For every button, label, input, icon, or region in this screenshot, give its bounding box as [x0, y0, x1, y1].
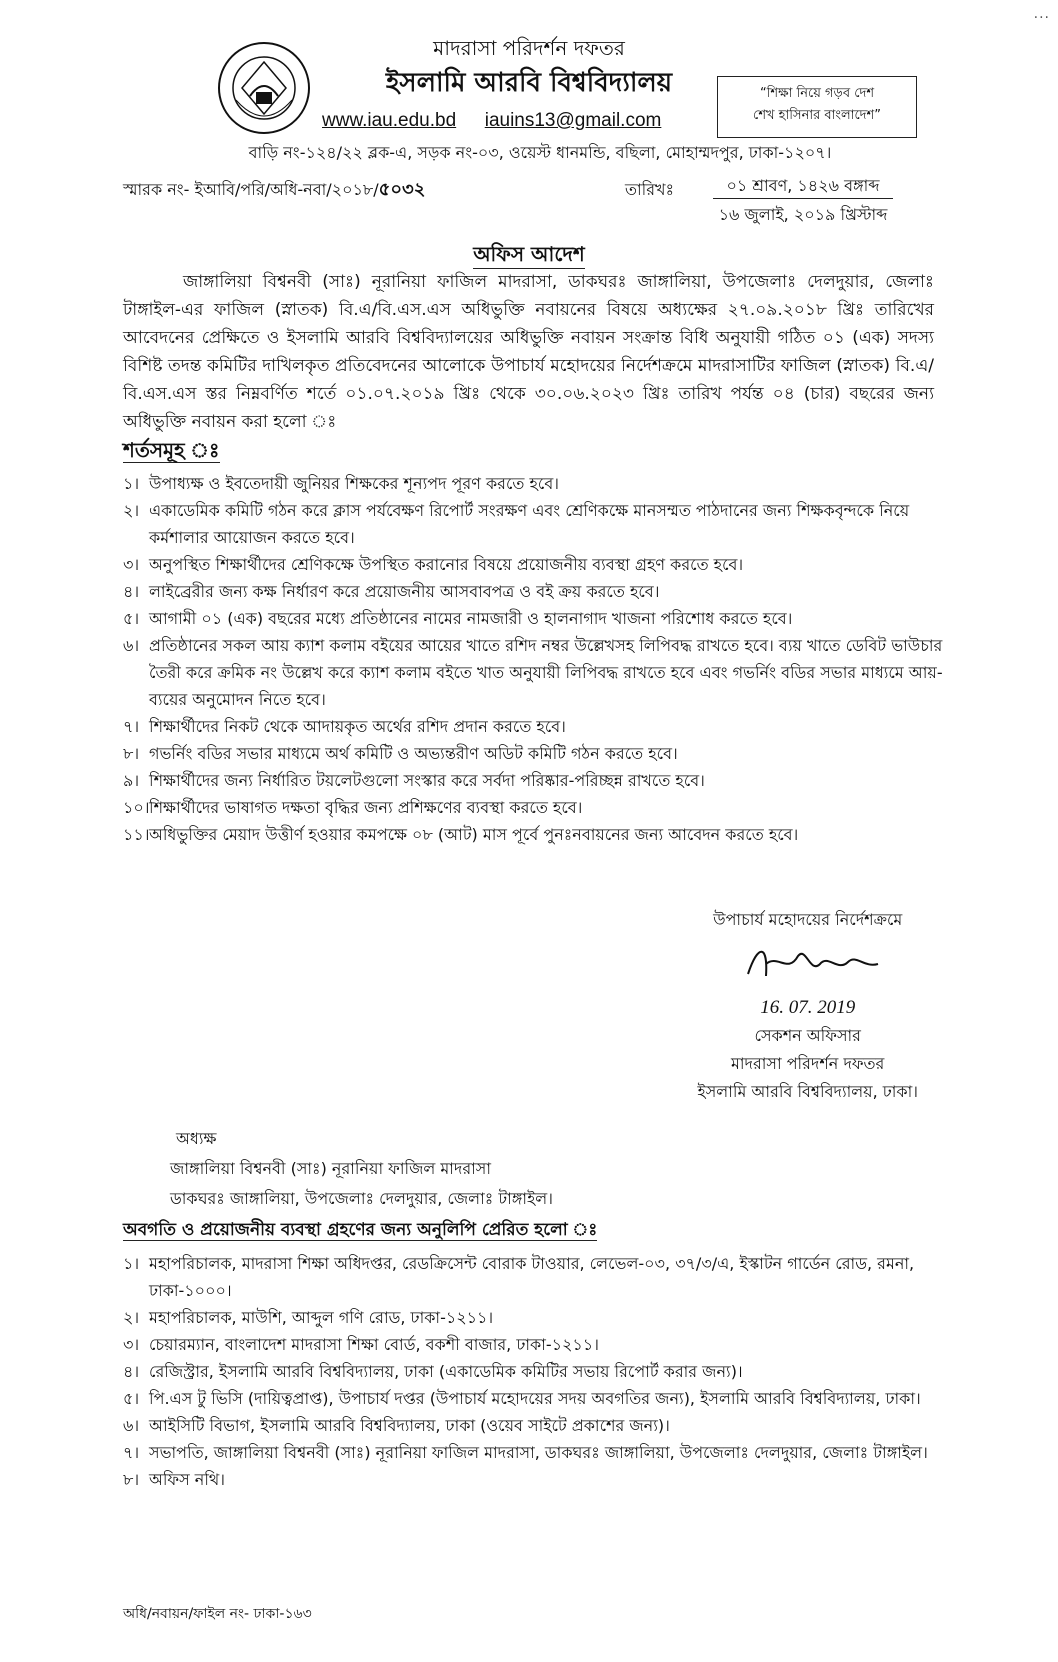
condition-item [123, 578, 943, 605]
copy-text: রেজিস্ট্রার, ইসলামি আরবি বিশ্ববিদ্যালয়, ঢাকা (একাডেমিক কমিটির সভায় রিপোর্ট করার জন্য)। [149, 1362, 743, 1381]
date-divider [713, 198, 893, 199]
condition-item [123, 470, 943, 497]
copy-text: মহাপরিচালক, মাদরাসা শিক্ষা অধিদপ্তর, রেডক্রিসেন্ট বোরাক টাওয়ার, লেভেল-০৩, ৩৭/৩/এ, ইস্কাটন গার্ডেন রোড, রমনা, ঢাকা-১০০০। [149, 1254, 915, 1300]
copy-number: ৬। [123, 1416, 140, 1435]
condition-text: অনুপস্থিত শিক্ষার্থীদের শ্রেণিকক্ষে উপস্থিত করানোর বিষয়ে প্রয়োজনীয় ব্যবস্থা গ্রহণ করতে হবে। [149, 555, 744, 574]
copy-number: ৮। [123, 1470, 140, 1489]
condition-item [123, 605, 943, 632]
recipient-address: ডাকঘরঃ জাঙ্গালিয়া, উপজেলাঃ দেলদুয়ার, জেলাঃ টাঙ্গাইল। [170, 1189, 553, 1208]
memo-number: ৫০৩২ [378, 179, 426, 200]
signature-office: মাদরাসা পরিদর্শন দফতর [731, 1054, 885, 1073]
copy-item [123, 1358, 935, 1385]
condition-text: উপাধ্যক্ষ ও ইবতেদায়ী জুনিয়র শিক্ষকের শূন্যপদ পূরণ করতে হবে। [149, 474, 559, 493]
copy-number: ৩। [123, 1335, 140, 1354]
copy-text: অফিস নথি। [149, 1470, 225, 1489]
condition-text: একাডেমিক কমিটি গঠন করে ক্লাস পর্যবেক্ষণ রিপোর্ট সংরক্ষণ এবং শ্রেণিকক্ষে মানসম্মত পাঠদানের জন্য শিক্ষকবৃন্দকে নিয়ে কর্মশালার আয়োজন করতে হবে। [149, 501, 910, 547]
copy-number: ৪। [123, 1362, 140, 1381]
condition-text: শিক্ষার্থীদের জন্য নির্ধারিত টয়লেটগুলো সংস্কার করে সর্বদা পরিষ্কার-পরিচ্ছন্ন রাখতে হবে। [149, 771, 705, 790]
condition-number: ৬। [123, 636, 140, 655]
memo-reference [123, 176, 425, 204]
signature-date: 16. 07. 2019 [760, 997, 856, 1018]
designation: সেকশন অফিসার [754, 1026, 861, 1045]
by-order-text: উপাচার্য মহোদয়ের নির্দেশক্রমে [713, 910, 903, 929]
condition-item [123, 821, 943, 848]
signature-block [697, 906, 918, 1106]
slogan-box [717, 76, 917, 138]
copy-number: ৭। [123, 1443, 140, 1462]
file-reference: অধি/নবায়ন/ফাইল নং- ঢাকা-১৬৩ [123, 1606, 312, 1622]
page-title: অফিস আদেশ [0, 240, 1058, 273]
recipient-institution: জাঙ্গালিয়া বিশ্বনবী (সাঃ) নূরানিয়া ফাজিল মাদরাসা [170, 1159, 491, 1178]
copy-number: ১। [123, 1254, 140, 1273]
copy-item [123, 1412, 935, 1439]
email-link[interactable]: iauins13@gmail.com [484, 110, 662, 131]
recipient-block [170, 1124, 553, 1214]
copy-item [123, 1466, 935, 1493]
condition-text: শিক্ষার্থীদের ভাষাগত দক্ষতা বৃদ্ধির জন্য প্রশিক্ষণের ব্যবস্থা করতে হবে। [149, 798, 583, 817]
university-name: ইসলামি আরবি বিশ্ববিদ্যালয় [385, 68, 673, 98]
condition-number: ১০। [123, 798, 150, 817]
condition-item [123, 767, 943, 794]
condition-number: ১১। [123, 825, 150, 844]
conditions-heading: শর্তসমূহ ঃ [123, 438, 220, 462]
date-label: তারিখঃ [625, 180, 675, 199]
condition-number: ২। [123, 501, 140, 520]
condition-item [123, 740, 943, 767]
date-bangla: ০১ শ্রাবণ, ১৪২৬ বঙ্গাব্দ [726, 176, 880, 195]
copy-text: আইসিটি বিভাগ, ইসলামি আরবি বিশ্ববিদ্যালয়, ঢাকা (ওয়েব সাইটে প্রকাশের জন্য)। [149, 1416, 670, 1435]
condition-item [123, 713, 943, 740]
condition-text: শিক্ষার্থীদের নিকট থেকে আদায়কৃত অর্থের রশিদ প্রদান করতে হবে। [149, 717, 566, 736]
copy-text: মহাপরিচালক, মাউশি, আব্দুল গণি রোড, ঢাকা-১২১১। [149, 1308, 494, 1327]
condition-item [123, 794, 943, 821]
signature-university: ইসলামি আরবি বিশ্ববিদ্যালয়, ঢাকা। [697, 1082, 918, 1101]
recipient-title: অধ্যক্ষ [176, 1129, 217, 1148]
signature-icon [697, 934, 918, 994]
condition-number: ৯। [123, 771, 140, 790]
copies-list [123, 1250, 935, 1493]
condition-text: আগামী ০১ (এক) বছরের মধ্যে প্রতিষ্ঠানের নামের নামজারী ও হালনাগাদ খাজনা পরিশোধ করতে হবে। [149, 609, 793, 628]
conditions-list [123, 470, 943, 848]
condition-number: ১। [123, 474, 140, 493]
condition-item [123, 632, 943, 713]
date-english: ১৬ জুলাই, ২০১৯ খ্রিস্টাব্দ [718, 205, 888, 224]
copy-item [123, 1304, 935, 1331]
condition-number: ৫। [123, 609, 140, 628]
office-name: মাদরাসা পরিদর্শন দফতর [433, 36, 625, 60]
copy-text: সভাপতি, জাঙ্গালিয়া বিশ্বনবী (সাঃ) নূরানিয়া ফাজিল মাদরাসা, ডাকঘরঃ জাঙ্গালিয়া, উপজেলাঃ দেলদুয়ার, জেলাঃ টাঙ্গাইল। [149, 1443, 928, 1462]
copy-item [123, 1439, 935, 1466]
intro-paragraph: জাঙ্গালিয়া বিশ্বনবী (সাঃ) নূরানিয়া ফাজিল মাদরাসা, ডাকঘরঃ জাঙ্গালিয়া, উপজেলাঃ দেলদুয়ার, জেলাঃ টাঙ্গাইল-এর ফাজিল (স্নাতক) বি.এ/বি.এস.এস অধিভুক্তি নবায়নের বিষয়ে অধ্যক্ষের ২৭.০৯.২০১৮ খ্রিঃ তারিখের আবেদনের প্রেক্ষিতে ও ইসলামি আরবি বিশ্ববিদ্যালয়ের অধিভুক্তি নবায়ন সংক্রান্ত বিধি অনুযায়ী গঠিত ০১ (এক) সদস্য বিশিষ্ট তদন্ত কমিটির দাখিলকৃত প্রতিবেদনের আলোকে উপাচার্য মহোদয়ের নির্দেশক্রমে মাদরাসাটির ফাজিল (স্নাতক) বি.এ/বি.এস.এস স্তর নিম্নবর্ণিত শর্তে ০১.০৭.২০১৯ খ্রিঃ থেকে ৩০.০৬.২০২৩ খ্রিঃ তারিখ পর্যন্ত ০৪ (চার) বছরের জন্য অধিভুক্তি নবায়ন করা হলো ঃ [123, 272, 934, 432]
copy-number: ২। [123, 1308, 140, 1327]
office-address: বাড়ি নং-১২৪/২২ ব্লক-এ, সড়ক নং-০৩, ওয়েস্ট ধানমন্ডি, বছিলা, মোহাম্মদপুর, ঢাকা-১২০৭। [248, 143, 832, 162]
condition-text: লাইব্রেরীর জন্য কক্ষ নির্ধারণ করে প্রয়োজনীয় আসবাবপত্র ও বই ক্রয় করতে হবে। [149, 582, 660, 601]
condition-number: ৪। [123, 582, 140, 601]
university-logo-icon [216, 40, 312, 136]
copy-number: ৫। [123, 1389, 140, 1408]
condition-number: ৮। [123, 744, 140, 763]
condition-item [123, 497, 943, 551]
memo-label: স্মারক নং- ইআবি/পরি/অধি-নবা/২০১৮/ [123, 180, 379, 199]
slogan-line-1: “শিক্ষা নিয়ে গড়ব দেশ [759, 86, 875, 101]
condition-item [123, 551, 943, 578]
corner-mark: ... [1033, 6, 1050, 22]
copy-item [123, 1331, 935, 1358]
copies-heading: অবগতি ও প্রয়োজনীয় ব্যবস্থা গ্রহণের জন্য অনুলিপি প্রেরিত হলো ঃ [123, 1220, 598, 1240]
slogan-line-2: শেখ হাসিনার বাংলাদেশ” [753, 108, 881, 123]
copy-text: পি.এস টু ভিসি (দায়িত্বপ্রাপ্ত), উপাচার্য দপ্তর (উপাচার্য মহোদয়ের সদয় অবগতির জন্য), ইসলামি আরবি বিশ্ববিদ্যালয়, ঢাকা। [149, 1389, 921, 1408]
copy-text: চেয়ারম্যান, বাংলাদেশ মাদরাসা শিক্ষা বোর্ড, বকশী বাজার, ঢাকা-১২১১। [149, 1335, 599, 1354]
website-link[interactable]: www.iau.edu.bd [322, 110, 457, 131]
condition-number: ৩। [123, 555, 140, 574]
condition-text: গভর্নিং বডির সভার মাধ্যমে অর্থ কমিটি ও অভ্যন্তরীণ অডিট কমিটি গঠন করতে হবে। [149, 744, 678, 763]
condition-text: প্রতিষ্ঠানের সকল আয় ক্যাশ কলাম বইয়ের আয়ের খাতে রশিদ নম্বর উল্লেখসহ লিপিবদ্ধ রাখতে হবে। ব্যয় খাতে ডেবিট ভাউচার তৈরী করে ক্রমিক নং উল্লেখ করে ক্যাশ কলাম বইতে খাত অনুযায়ী লিপিবদ্ধ রাখতে হবে এবং গভর্নিং বডির সভার মাধ্যমে আয়-ব্যয়ের অনুমোদন নিতে হবে। [149, 636, 943, 709]
condition-number: ৭। [123, 717, 140, 736]
copy-item [123, 1385, 935, 1412]
copy-item [123, 1250, 935, 1304]
condition-text: অধিভুক্তির মেয়াদ উত্তীর্ণ হওয়ার কমপক্ষে ০৮ (আট) মাস পূর্বে পুনঃনবায়নের জন্য আবেদন করতে হবে। [149, 825, 799, 844]
